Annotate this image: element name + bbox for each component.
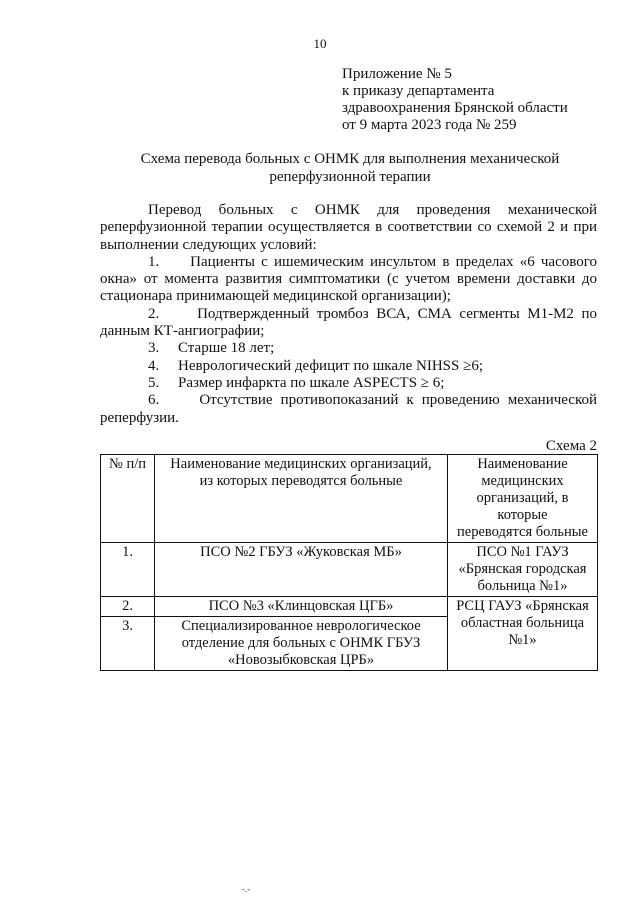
table-row (101, 543, 598, 597)
intro-line: реперфузионной терапии осуществляется в соответствии со схемой 2 и при (100, 219, 597, 236)
scan-mark: -.- (242, 884, 251, 894)
condition-text: Подтвержденный тромбоз ВСА, СМА сегменты М1-М2 по (197, 305, 597, 322)
condition-6-cont: реперфузии. (100, 409, 179, 426)
header-from (155, 455, 448, 543)
row-from: ПСО №3 «Клинцовская ЦГБ» (155, 597, 448, 617)
row-to (448, 543, 598, 597)
row-num: 1. (101, 543, 155, 597)
row-num: 3. (101, 617, 155, 671)
header-to-line: переводятся больные (457, 524, 588, 540)
row-to-line: «Брянская городская (458, 561, 587, 577)
condition-number: 3. (148, 340, 160, 357)
condition-3 (100, 340, 597, 357)
condition-text: Неврологический дефицит по шкале NIHSS ≥6; (178, 357, 484, 374)
intro-line: выполнении следующих условий: (100, 236, 317, 253)
page-number: 10 (313, 36, 327, 51)
document-body (100, 202, 597, 427)
row-from-line: Специализированное неврологическое (181, 618, 421, 634)
table-row (101, 597, 598, 617)
routing-table (100, 454, 598, 671)
document-title (100, 150, 600, 186)
table-header-row (101, 455, 598, 543)
appendix-line: Приложение № 5 (342, 66, 452, 82)
row-num: 2. (101, 597, 155, 617)
header-num: № п/п (101, 455, 155, 543)
appendix-line: к приказу департамента (342, 83, 495, 99)
condition-text: Старше 18 лет; (178, 340, 275, 357)
row-from (155, 617, 448, 671)
condition-number: 1. (148, 253, 160, 270)
appendix-header (342, 66, 602, 134)
row-from: ПСО №2 ГБУЗ «Жуковская МБ» (155, 543, 448, 597)
title-line: реперфузионной терапии (269, 169, 431, 185)
row-from-line: «Новозыбковская ЦРБ» (227, 652, 375, 668)
condition-5 (100, 375, 597, 392)
condition-6 (100, 392, 597, 409)
condition-2 (100, 306, 597, 323)
row-to-merged (448, 597, 598, 671)
condition-4 (100, 358, 597, 375)
header-to-line: организаций, в которые (476, 490, 569, 523)
condition-2-cont: данным КТ-ангиографии; (100, 323, 265, 340)
row-from-line: отделение для больных с ОНМК ГБУЗ (181, 635, 421, 651)
condition-1-cont: окна» от момента развития симптоматики (с учетом времени доставки до (100, 271, 597, 288)
row-to-line: областная больница (460, 615, 585, 631)
row-to-line: №1» (508, 632, 537, 648)
row-to-line: РСЦ ГАУЗ «Брянская (456, 598, 589, 614)
condition-number: 6. (148, 392, 160, 409)
header-to (448, 455, 598, 543)
row-to-line: больница №1» (477, 578, 568, 594)
appendix-line: от 9 марта 2023 года № 259 (342, 117, 517, 133)
condition-number: 4. (148, 357, 160, 374)
appendix-line: здравоохранения Брянской области (342, 100, 568, 116)
header-from-line: из которых переводятся больные (199, 473, 403, 489)
schema-label: Схема 2 (545, 438, 597, 454)
title-line: Схема перевода больных с ОНМК для выполнения механической (140, 151, 560, 167)
header-to-line: медицинских (481, 473, 564, 489)
header-to-line: Наименование (477, 456, 568, 472)
condition-number: 2. (148, 305, 160, 322)
condition-number: 5. (148, 374, 160, 391)
condition-text: Пациенты с ишемическим инсультом в пределах «6 часового (190, 253, 597, 270)
intro-line: Перевод больных с ОНМК для проведения механической (148, 202, 597, 218)
header-from-line: Наименование медицинских организаций, (170, 456, 432, 472)
condition-text: Размер инфаркта по шкале ASPECTS ≥ 6; (178, 374, 445, 391)
condition-1-cont: стационара принимающей медицинской организации); (100, 288, 451, 305)
row-to-line: ПСО №1 ГАУЗ (476, 544, 569, 560)
condition-text: Отсутствие противопоказаний к проведению механической (199, 392, 598, 409)
condition-1 (100, 254, 597, 271)
